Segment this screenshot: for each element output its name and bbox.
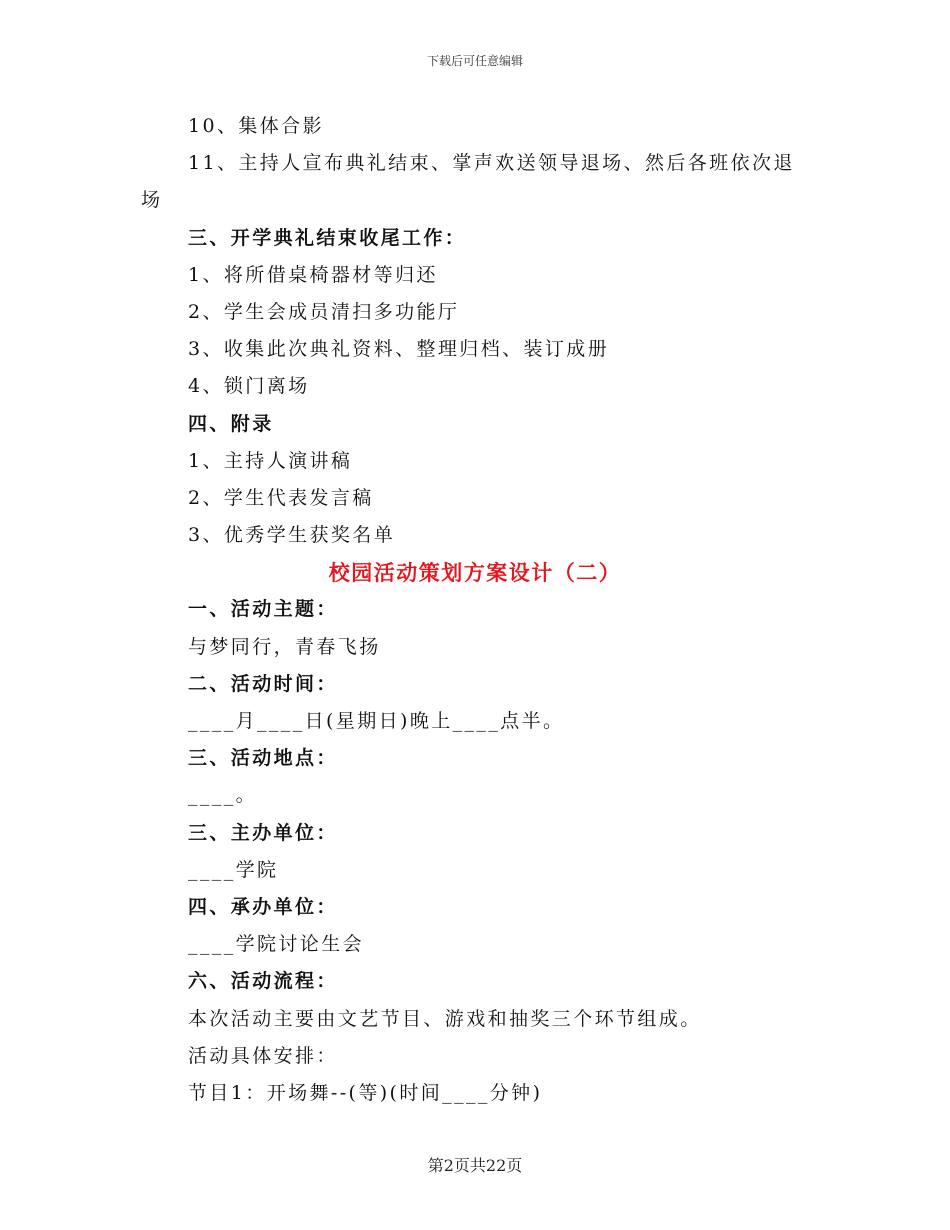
paragraph: 活动具体安排： (188, 1044, 338, 1067)
section-heading: 三、活动地点： (188, 747, 338, 770)
document-title: 校园活动策划方案设计（二） (328, 560, 622, 586)
list-item: 10、集体合影 (188, 115, 324, 137)
section-heading: 六、活动流程： (188, 970, 338, 993)
section-heading: 一、活动主题： (188, 598, 338, 621)
list-item: 11、主持人宣布典礼结束、掌声欢送领导退场、然后各班依次退 (188, 152, 795, 175)
paragraph: ____。 (188, 784, 258, 807)
paragraph: ____学院 (188, 858, 279, 881)
section-heading: 四、附录 (188, 412, 274, 435)
list-item: 4、锁门离场 (188, 375, 310, 398)
paragraph: ____月____日(星期日)晚上____点半。 (188, 710, 565, 732)
paragraph: ____学院讨论生会 (188, 933, 365, 956)
paragraph: 本次活动主要由文艺节目、游戏和抽奖三个环节组成。 (188, 1007, 702, 1030)
section-heading: 三、开学典礼结束收尾工作： (188, 226, 467, 249)
list-item: 1、将所借桌椅器材等归还 (188, 263, 438, 286)
page-header: 下载后可任意编辑 (426, 54, 523, 68)
section-heading: 三、主办单位： (188, 821, 338, 844)
list-item: 3、优秀学生获奖名单 (188, 524, 396, 547)
section-heading: 四、承办单位： (188, 895, 338, 918)
paragraph: 节目1：开场舞--(等)(时间____分钟) (188, 1081, 543, 1104)
list-item: 2、学生代表发言稿 (188, 486, 374, 509)
list-item-continuation: 场 (141, 189, 163, 212)
paragraph: 与梦同行，青春飞扬 (188, 635, 381, 658)
document-body (0, 108, 950, 1112)
list-item: 3、收集此次典礼资料、整理归档、装订成册 (188, 338, 610, 361)
list-item: 2、学生会成员清扫多功能厅 (188, 300, 460, 323)
list-item: 1、主持人演讲稿 (188, 449, 353, 472)
page-footer: 第2页共22页 (427, 1156, 523, 1175)
section-heading: 二、活动时间： (188, 672, 338, 695)
